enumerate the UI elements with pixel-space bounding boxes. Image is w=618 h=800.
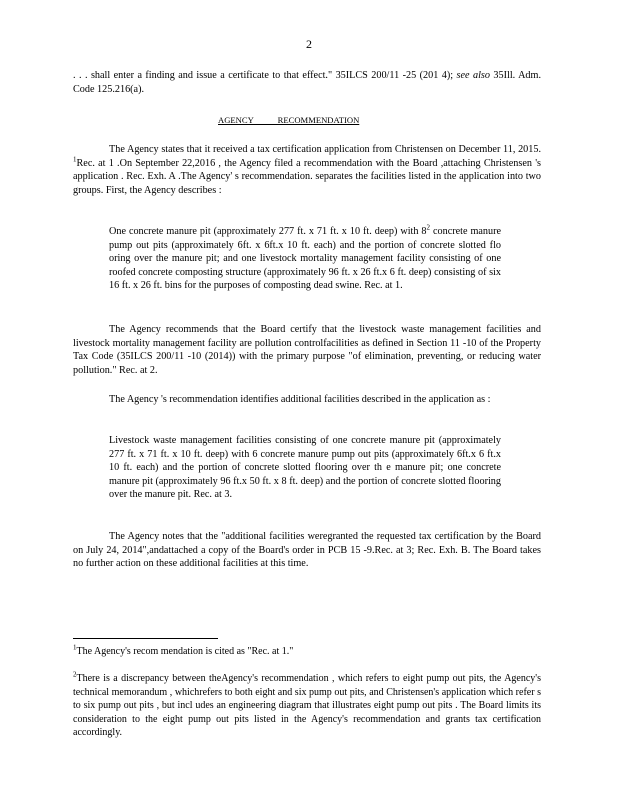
footnote-2-text: There is a discrepancy between theAgency's recommendation , which refers to eight pump out pits, the Agency's technical memorandum , whichrefers to both eight and six pump out pits, and Christensen's application which refer s to six pump out pits , but incl udes an engineering diagram that illustrates eight pump out pits . The Board limits its consideration to the eight pump out pits listed in the Agency's recommendation and grants tax certification accordingly. [73,673,541,738]
paragraph-additional-facilities: The Agency 's recommendation identifies additional facilities described in the application as : [109,394,491,405]
footnote-ref-1: 1 [73,155,77,164]
intro-text: . . . shall enter a finding and issue a certificate to that effect." 35ILCS 200/11 -25 (201 4); [73,70,457,81]
footnote-ref-2: 2 [426,223,431,232]
p1-text-a: The Agency states that it received a tax certification application from Christensen on December 11, 2015. [109,144,541,155]
footnote-1-text: The Agency's recom mendation is cited as "Rec. at 1." [76,646,294,657]
footnote-2-mark: 2 [73,670,77,679]
footnote-1 [73,645,541,659]
quote1-text-a: One concrete manure pit (approximately 277 ft. x 71 ft. x 10 ft. deep) with 8 [109,226,427,237]
footnote-2 [73,672,541,740]
p1-text-b: Rec. at 1 .On September 22,2016 , the Agency filed a recommendation with the Board ,attaching Christensen 's application . Rec. Exh. A .The Agency' s recommendation. separates the facilities listed in the application into two groups. First, the Agency describes : [73,157,541,196]
footnote-separator [73,638,218,639]
quote1-text-b: concrete manure pump out pits (approximately 6ft. x 6ft.x 10 ft. each) and the portion of concrete slotted flo oring over the manure pit; and one livestock mortality management facility consisting of one roofed concrete composting structure (approximately 96 ft. x 26 ft.x 6 ft. deep) consisting of six 16 ft. x 26 ft. bins for the purposes of composting dead swine. Rec. at 1. [109,226,501,292]
intro-cite: 35Ill. Adm. Code 125.216(a). [73,70,541,95]
paragraph-agency-recommends: The Agency recommends that the Board certify that the livestock waste management facilities and livestock mortality management facility are pollution controlfacilities as defined in Section 11 -10 of the Property Tax Code (35ILCS 200/11 -10 (2014)) with the primary purpose "of elimination, preventing, or reducing water pollution." Rec. at 2. [73,324,541,376]
paragraph-agency-notes: The Agency notes that the "additional facilities weregranted the requested tax certification by the Board on July 24, 2014",andattached a copy of the Board's order in PCB 15 -9.Rec. at 3; Rec. Exh. B. The Board takes no further action on these additional facilities at this time. [73,531,541,570]
see-also-italic: see also [456,70,490,81]
footnote-1-mark: 1 [73,643,77,652]
paragraph-agency-states [73,143,541,197]
intro-citation [73,69,541,96]
block-quote-facilities [109,225,501,293]
section-heading: AGENCY RECOMMENDATION [218,115,360,125]
page-number: 2 [306,37,312,51]
block-quote-additional: Livestock waste management facilities consisting of one concrete manure pit (approximately 277 ft. x 71 ft. x 10 ft. deep) with 6 concrete manure pump out pits (approximately 6ft.x 6 ft.x 10 ft. each) and the portion of concrete slotted flooring over th e manure pit; one concrete manure pit (approximately 96 ft.x 50 ft. x 8 ft. deep) and the portion of concrete slotted flooring over the manure pit. Rec. at 3. [109,435,501,501]
